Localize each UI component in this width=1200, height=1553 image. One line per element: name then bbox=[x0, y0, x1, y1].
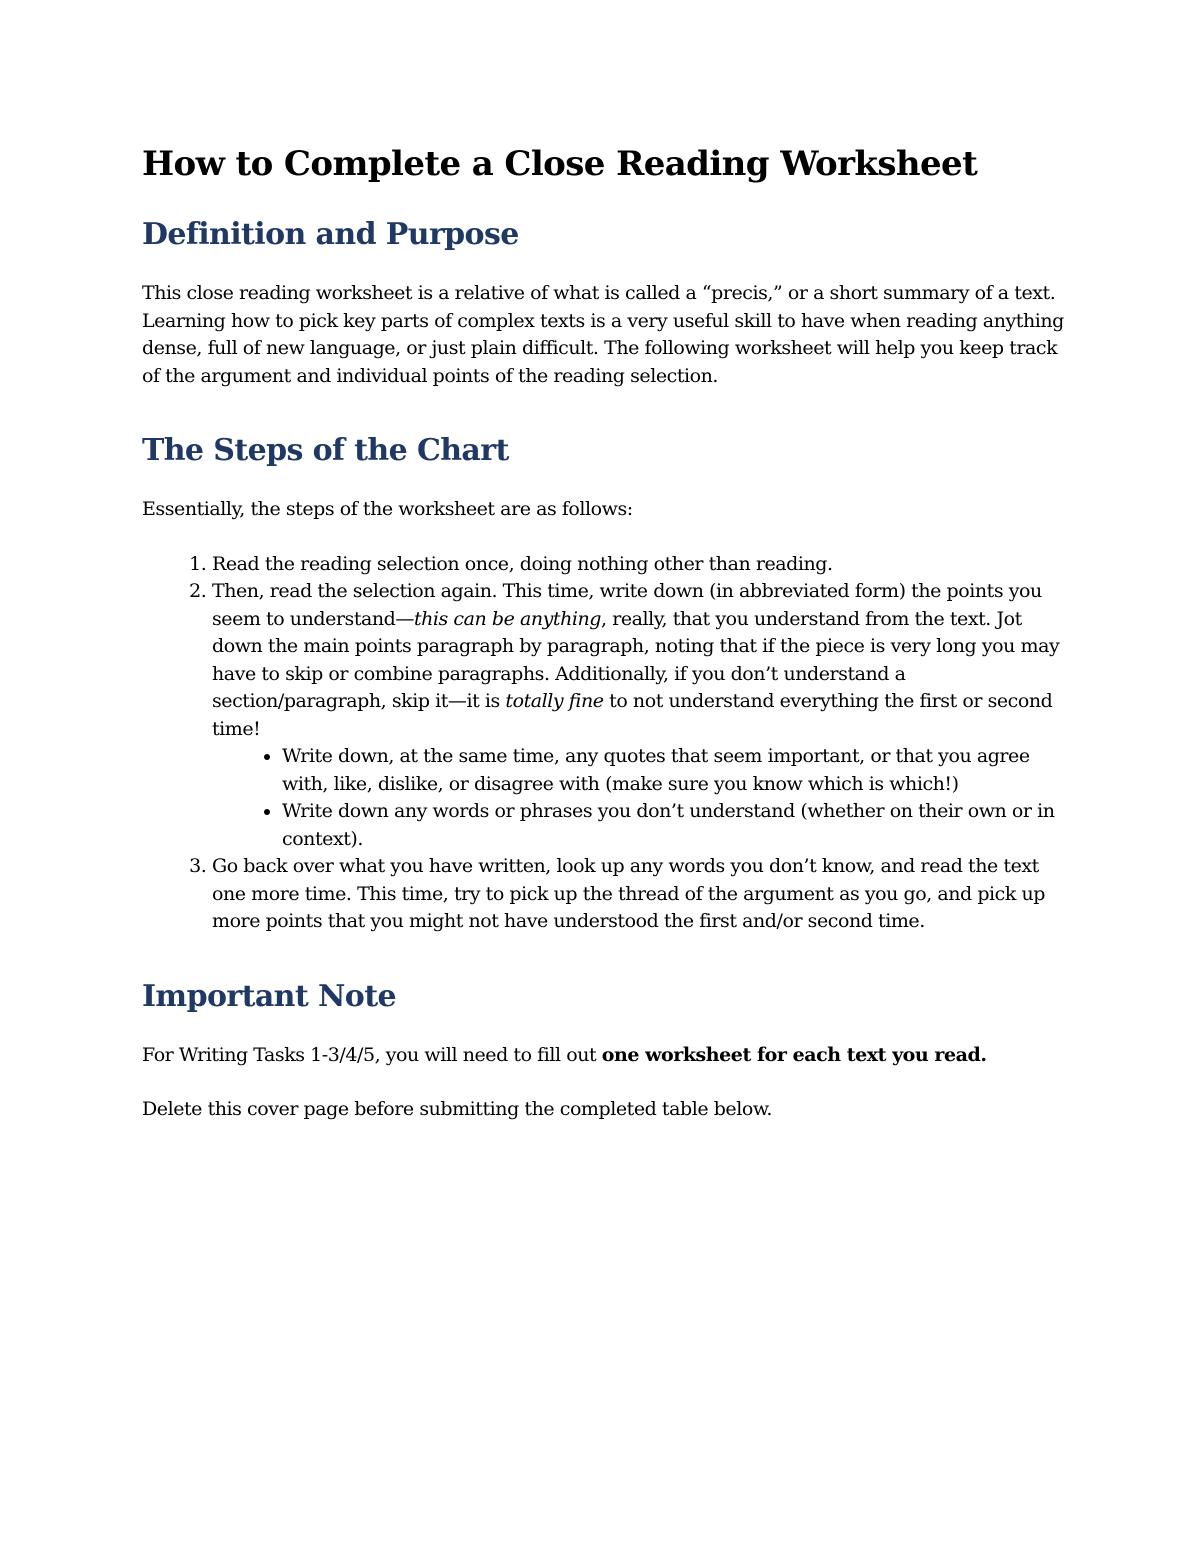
step-2-italic-anything: this can be anything bbox=[413, 607, 602, 630]
step-2 bbox=[212, 578, 1072, 853]
step-3-text: Go back over what you have written, look up any words you don’t know, and read the text one more time. This time, try to pick up the thread of the argument as you go, and pick up more points that you might not have understood the first and/or second time. bbox=[212, 855, 1046, 932]
note-text-prefix: For Writing Tasks 1-3/4/5, you will need to fill out bbox=[142, 1043, 602, 1066]
step-2-sublist bbox=[212, 743, 1072, 853]
step-2-text-part3: to not understand everything the first or second time! bbox=[212, 690, 1053, 740]
closing-instruction: Delete this cover page before submitting the completed table below. bbox=[142, 1098, 772, 1120]
steps-heading: The Steps of the Chart bbox=[142, 433, 509, 468]
note-paragraph bbox=[142, 1042, 1072, 1070]
step-1 bbox=[212, 551, 1072, 579]
note-heading: Important Note bbox=[142, 978, 396, 1014]
document-title: How to Complete a Close Reading Worksheet bbox=[142, 144, 978, 184]
steps-intro: Essentially, the steps of the worksheet are as follows: bbox=[142, 498, 633, 520]
sub-bullet-quotes: • Write down, at the same time, any quotes that seem important, or that you agree with, like, dislike, or disagree with (make sure you know which is which!) bbox=[282, 743, 1072, 798]
step-3 bbox=[212, 853, 1072, 936]
definition-paragraph: This close reading worksheet is a relative of what is called a “precis,” or a short summary of a text. Learning how to pick key parts of complex texts is a very useful skill to have when reading anything dense, full of new language, or just plain difficult. The following worksheet will help you keep track of the argument and individual points of the reading selection. bbox=[142, 282, 1064, 387]
note-period: . bbox=[980, 1043, 987, 1066]
sub-bullet-words: • Write down any words or phrases you don’t understand (whether on their own or in context). bbox=[282, 798, 1072, 853]
steps-list bbox=[142, 551, 1072, 936]
document-page bbox=[142, 140, 1072, 1124]
step-2-italic-totally-fine: totally fine bbox=[505, 690, 604, 712]
step-2-text-part1: Then, read the selection again. This time, write down (in abbreviated form) the points you seem to understand— bbox=[212, 580, 1042, 630]
note-emphasis: one worksheet for each text you read bbox=[601, 1043, 981, 1066]
step-2-text-part2: , really, that you understand from the text. Jot down the main points paragraph by paragraph, noting that if the piece is very long you may have to skip or combine paragraphs. Additionally, if you don’t understand a section/paragraph, skip it—it is bbox=[212, 607, 1060, 712]
step-1-text: Read the reading selection once, doing nothing other than reading. bbox=[212, 552, 833, 575]
definition-heading: Definition and Purpose bbox=[142, 217, 519, 252]
